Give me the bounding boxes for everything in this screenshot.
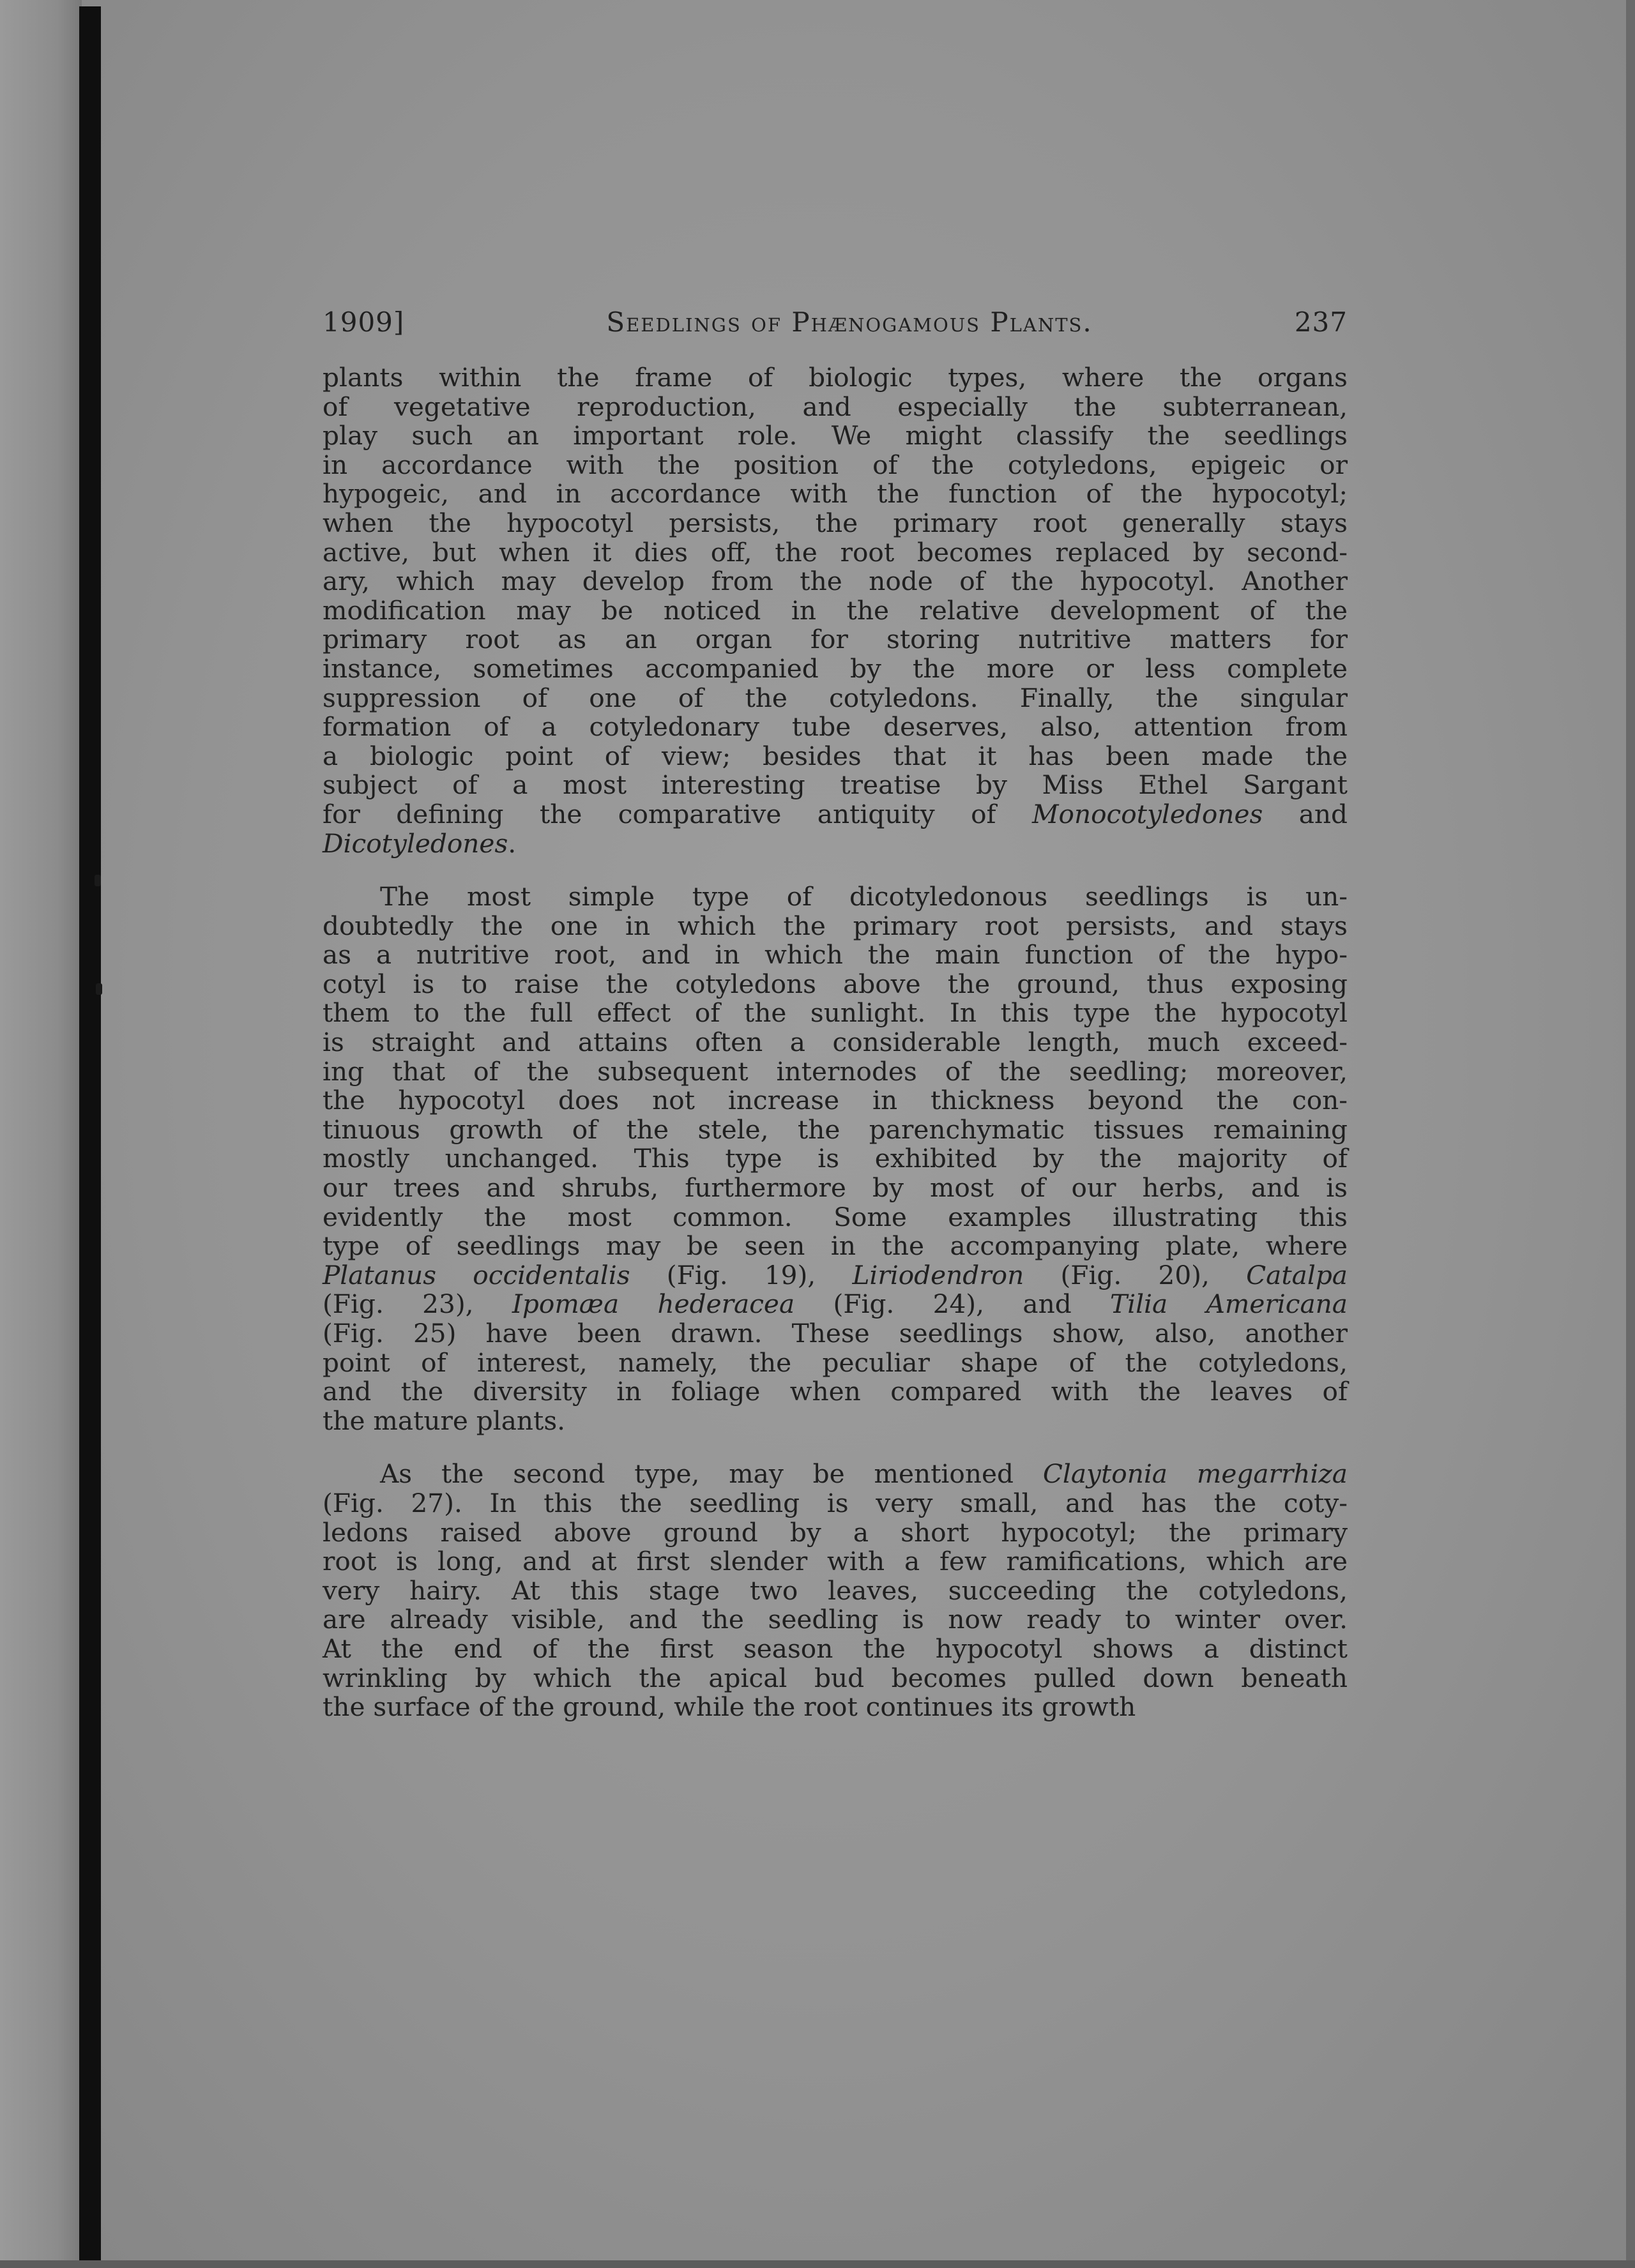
text-line: when the hypocotyl persists, the primary root generally stays xyxy=(323,507,1348,538)
text-line: in accordance with the position of the cotyledons, epigeic or xyxy=(323,449,1348,480)
text-line: is straight and attains often a considerable length, much exceed- xyxy=(323,1027,1348,1058)
text-line: (Fig. 25) have been drawn. These seedlings show, also, another xyxy=(323,1318,1348,1349)
text-line: Dicotyledones. xyxy=(323,828,517,859)
text-line: (Fig. 27). In this the seedling is very small, and has the coty- xyxy=(323,1487,1348,1518)
page-edge-right xyxy=(1626,0,1635,2268)
page-edge-bottom xyxy=(0,2260,1635,2268)
text-line: root is long, and at first slender with a few ramifications, which are xyxy=(323,1546,1348,1577)
binding-mark xyxy=(95,875,101,886)
paragraph xyxy=(323,882,1348,1435)
text-line: them to the full effect of the sunlight. In this type the hypocotyl xyxy=(323,997,1348,1029)
text-line: evidently the most common. Some examples illustrating this xyxy=(323,1201,1348,1232)
book-spine-shadow xyxy=(79,6,101,2260)
text-line: The most simple type of dicotyledonous seedlings is un- xyxy=(380,881,1348,912)
text-line: mostly unchanged. This type is exhibited by the majority of xyxy=(323,1143,1348,1174)
text-line: active, but when it dies off, the root becomes replaced by second- xyxy=(323,536,1348,568)
text-line: the hypocotyl does not increase in thickness beyond the con- xyxy=(323,1085,1348,1116)
text-line: the surface of the ground, while the root continues its growth xyxy=(323,1691,1136,1723)
text-line: cotyl is to raise the cotyledons above the ground, thus exposing xyxy=(323,968,1348,999)
text-line: very hairy. At this stage two leaves, succeeding the cotyledons, xyxy=(323,1575,1348,1606)
body-text xyxy=(323,363,1348,1722)
text-line: of vegetative reproduction, and especially the subterranean, xyxy=(323,391,1348,422)
text-line: the mature plants. xyxy=(323,1405,566,1436)
text-line: (Fig. 23), Ipomæa hederacea (Fig. 24), and Tilia Americana xyxy=(323,1289,1348,1320)
text-line: our trees and shrubs, furthermore by most of our herbs, and is xyxy=(323,1172,1348,1204)
text-line: formation of a cotyledonary tube deserves, also, attention from xyxy=(323,711,1348,743)
text-line: ary, which may develop from the node of the hypocotyl. Another xyxy=(323,566,1348,597)
text-line: point of interest, namely, the peculiar shape of the cotyledons, xyxy=(323,1347,1348,1378)
page-edge-left xyxy=(0,0,82,2268)
text-line: instance, sometimes accompanied by the more or less complete xyxy=(323,653,1348,684)
text-line: are already visible, and the seedling is now ready to winter over. xyxy=(323,1604,1348,1635)
text-line: primary root as an organ for storing nutritive matters for xyxy=(323,624,1348,655)
text-line: ing that of the subsequent internodes of the seedling; moreover, xyxy=(323,1055,1348,1087)
text-line: At the end of the first season the hypocotyl shows a distinct xyxy=(323,1633,1348,1664)
header-year: 1909] xyxy=(323,306,405,338)
running-header xyxy=(323,306,1348,338)
header-title: Seedlings of Phænogamous Plants. xyxy=(606,306,1093,338)
paragraph xyxy=(323,363,1348,858)
text-line: as a nutritive root, and in which the main function of the hypo- xyxy=(323,939,1348,971)
text-line: and the diversity in foliage when compared with the leaves of xyxy=(323,1376,1348,1407)
text-line: type of seedlings may be seen in the accompanying plate, where xyxy=(323,1230,1348,1262)
text-line: play such an important role. We might classify the seedlings xyxy=(323,420,1348,451)
text-line: wrinkling by which the apical bud becomes pulled down beneath xyxy=(323,1662,1348,1693)
paragraph xyxy=(323,1460,1348,1721)
text-line: for defining the comparative antiquity of Monocotyledones and xyxy=(323,798,1348,829)
text-line: a biologic point of view; besides that it has been made the xyxy=(323,740,1348,771)
text-line: modification may be noticed in the relative development of the xyxy=(323,594,1348,626)
text-line: subject of a most interesting treatise by Miss Ethel Sargant xyxy=(323,769,1348,801)
book-page xyxy=(323,306,1348,1722)
text-line: Platanus occidentalis (Fig. 19), Liriodendron (Fig. 20), Catalpa xyxy=(323,1259,1348,1290)
text-line: tinuous growth of the stele, the parenchymatic tissues remaining xyxy=(323,1114,1348,1145)
text-line: plants within the frame of biologic types, where the organs xyxy=(323,362,1348,393)
text-line: hypogeic, and in accordance with the function of the hypocotyl; xyxy=(323,478,1348,510)
text-line: As the second type, may be mentioned Claytonia megarrhiza xyxy=(380,1458,1348,1490)
page-number: 237 xyxy=(1294,306,1348,338)
binding-mark xyxy=(96,983,102,995)
text-line: ledons raised above ground by a short hypocotyl; the primary xyxy=(323,1516,1348,1548)
text-line: doubtedly the one in which the primary root persists, and stays xyxy=(323,910,1348,941)
text-line: suppression of one of the cotyledons. Finally, the singular xyxy=(323,682,1348,713)
